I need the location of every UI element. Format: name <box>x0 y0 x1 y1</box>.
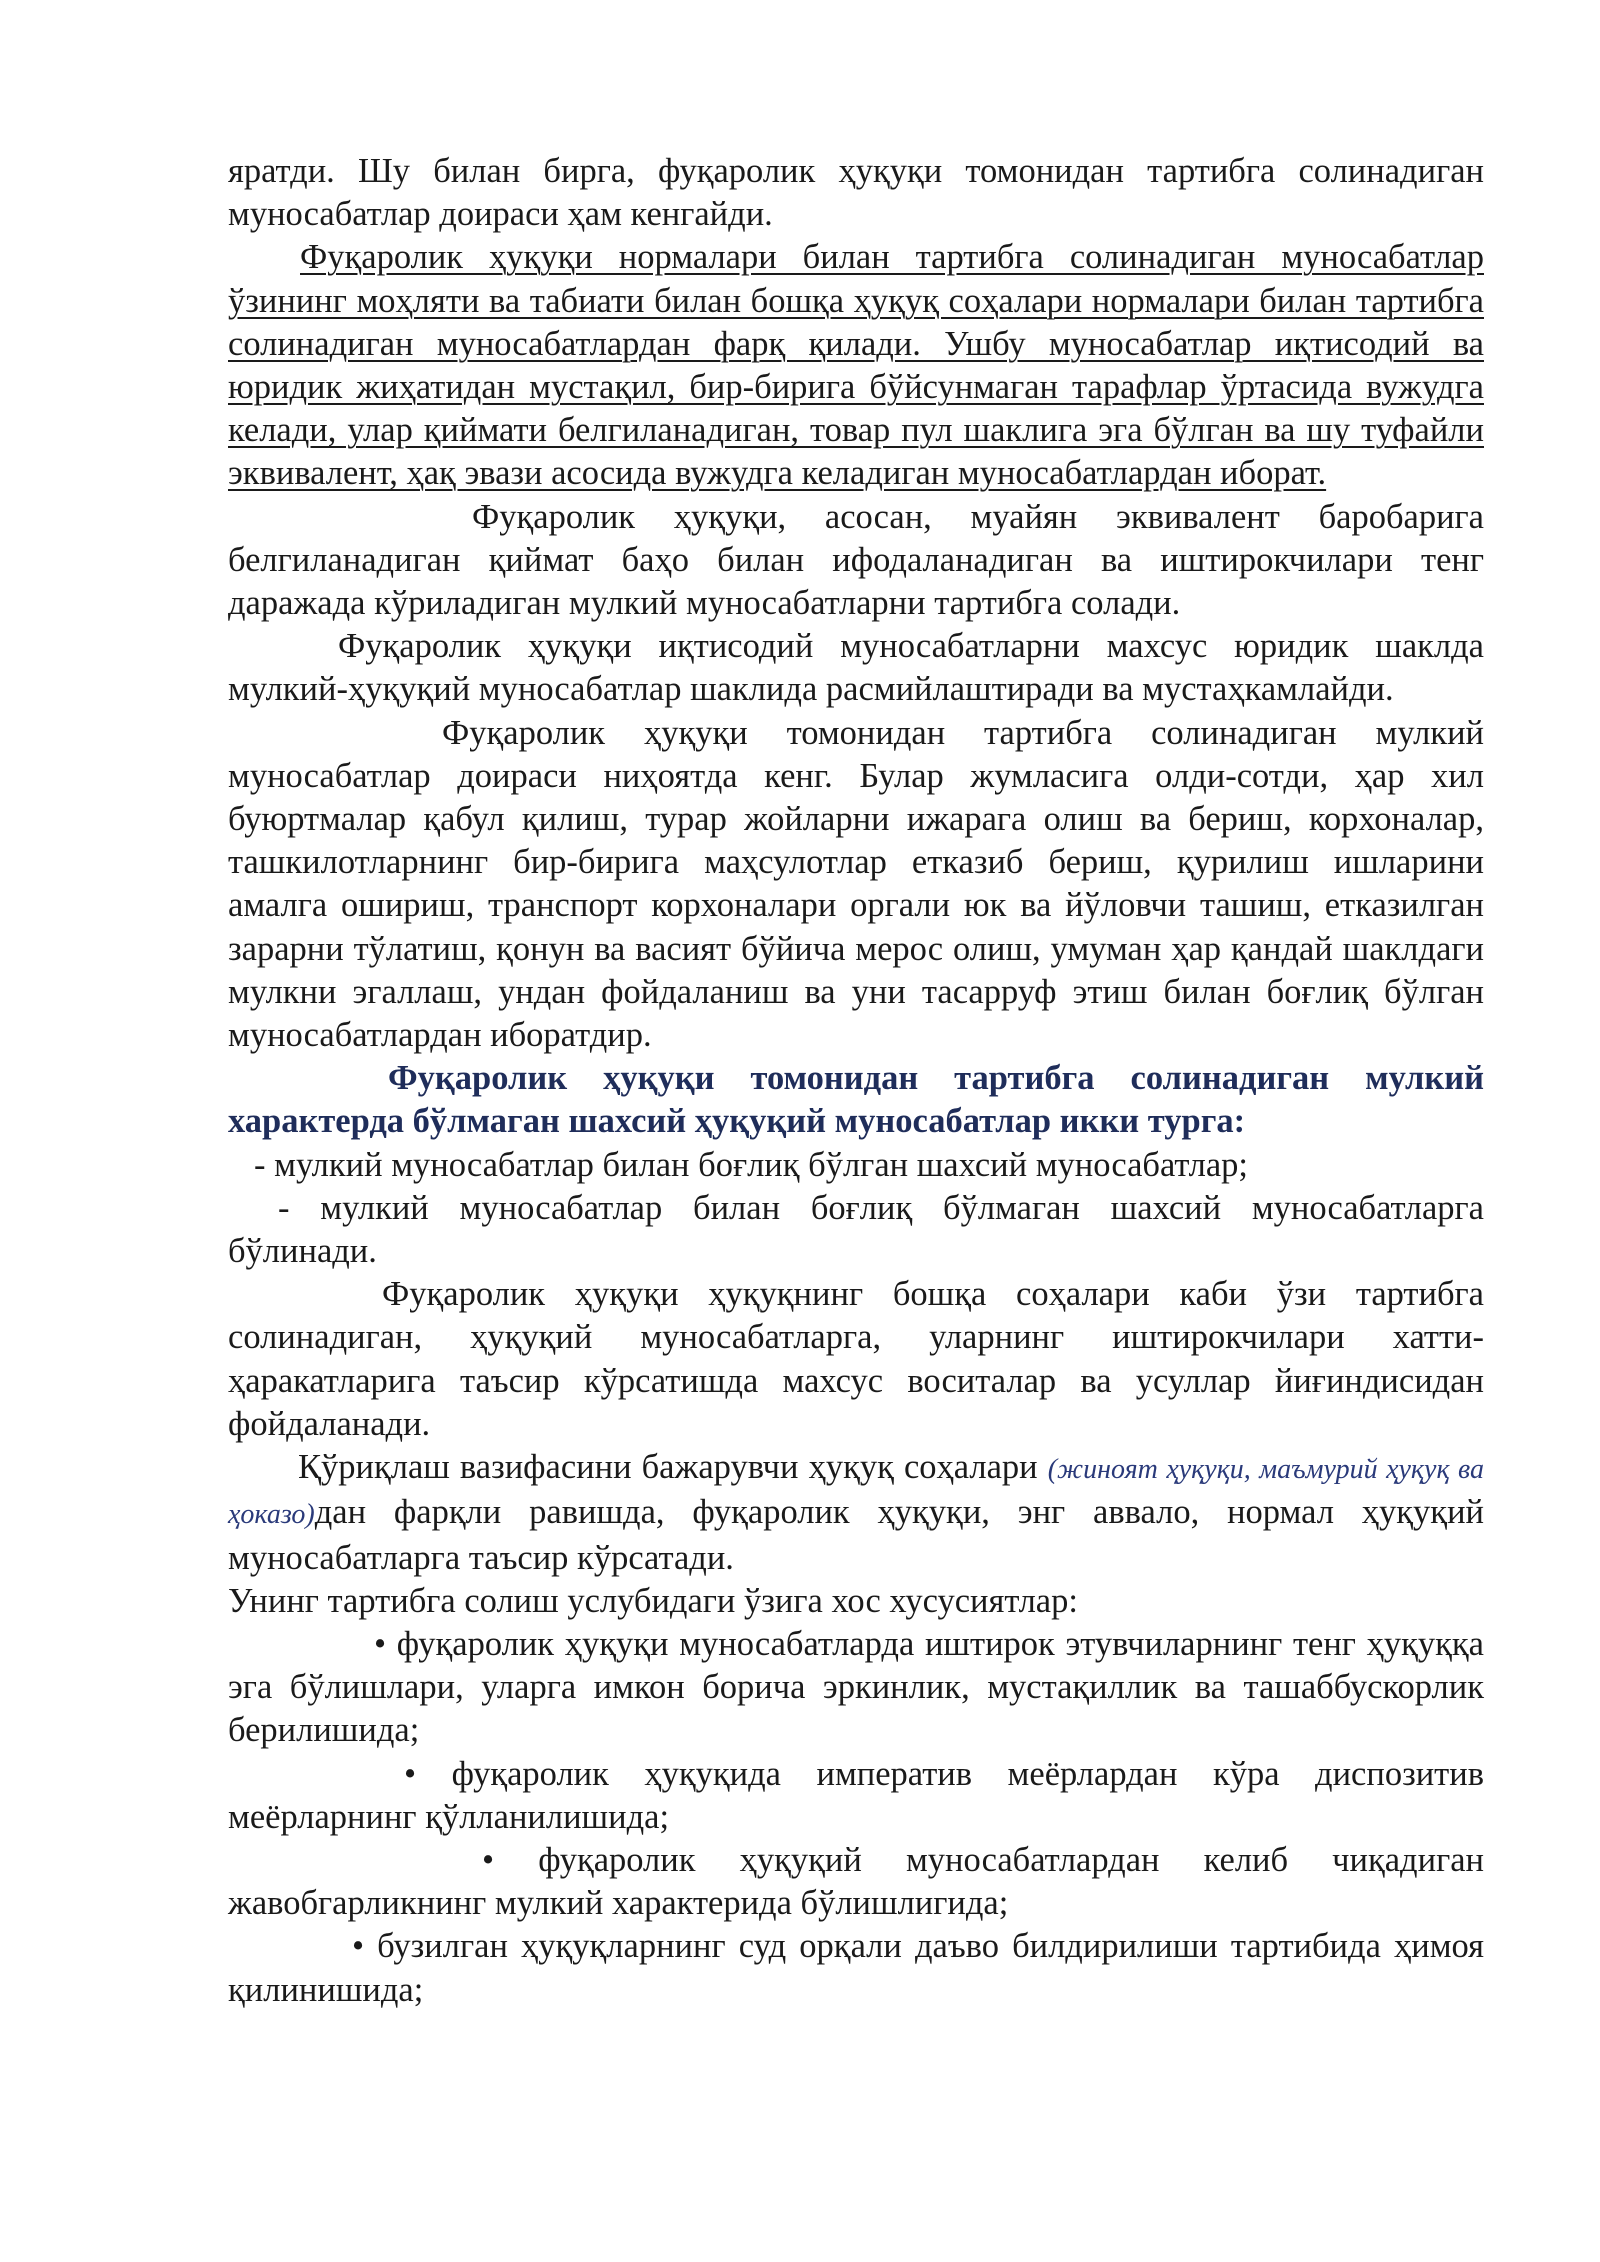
document-page <box>228 150 1484 2012</box>
paragraph-protection-note: (жиноят ҳуқуқи, маъмурий ҳуқуқ ва ҳоказо) <box>228 1454 1484 1531</box>
bullet-item-4: • бузилган ҳуқуқларнинг суд орқали даъво билдирилиши тартибида ҳимоя қилинишида; <box>228 1927 1484 2009</box>
paragraph-methods: Фуқаролик ҳуқуқи ҳуқуқнинг бошқа соҳалари каби ўзи тартибга солинадиган, ҳуқуқий муносабатларга, уларнинг иштирокчилари хатти-ҳаракатларига таъсир кўрсатишда махсус воситалар ва усуллар йиғиндисидан фойдаланади. <box>228 1275 1484 1443</box>
paragraph-intro: яратди. Шу билан бирга, фуқаролик ҳуқуқи томонидан тартибга солинадиган муносабатлар доираси ҳам кенгайди. <box>228 152 1484 234</box>
bullet-item-3: • фуқаролик ҳуқуқий муносабатлардан келиб чиқадиган жавобгарликнинг мулкий характерида бўлишлигида; <box>228 1840 1484 1923</box>
dash-item-1: - мулкий муносабатлар билан боғлиқ бўлган шахсий муносабатлар; <box>254 1145 1248 1184</box>
paragraph-economic: Фуқаролик ҳуқуқи иқтисодий муносабатларни махсус юридик шаклда мулкий-ҳуқуқий муносабатлар шаклида расмийлаштиради ва мустаҳкамлайди. <box>228 627 1484 709</box>
dash-item-2: - мулкий муносабатлар билан боғлиқ бўлмаган шахсий муносабатларга бўлинади. <box>228 1188 1484 1271</box>
paragraph-underlined: Фуқаролик ҳуқуқи нормалари билан тартибга солинадиган муносабатлар ўзининг моҳляти ва табиати билан бошқа ҳуқуқ соҳалари нормалари билан тартибга солинадиган муносабатлардан фарқ қилади. Ушбу муносабатлар иқтисодий ва юридик жиҳатидан мустақил, бир-бирига бўйсунмаган тарафлар ўртасида вужудга келади, улар қиймати белгиланадиган, товар пул шаклига эга бўлган ва шу туфайли эквивалент, ҳақ эвази асосида вужудга келадиган муносабатлардан иборат. <box>228 238 1484 493</box>
paragraph-protection <box>228 1446 1484 1580</box>
bullet-item-1: • фуқаролик ҳуқуқи муносабатларда иштирок этувчиларнинг тенг ҳуқуққа эга бўлишлари, уларга имкон борича эркинлик, мустақиллик ва ташаббускорлик берилишида; <box>228 1624 1484 1750</box>
paragraph-features-intro: Унинг тартибга солиш услубидаги ўзига хос хусусиятлар: <box>228 1581 1078 1620</box>
section-heading: Фуқаролик ҳуқуқи томонидан тартибга солинадиган мулкий характерда бўлмаган шахсий ҳуқуқий муносабатлар икки турга: <box>228 1059 1484 1141</box>
paragraph-protection-end: дан фарқли равишда, фуқаролик ҳуқуқи, энг аввало, нормал ҳуқуқий муносабатларга таъсир кўрсатади. <box>228 1493 1484 1577</box>
paragraph-property-scope: Фуқаролик ҳуқуқи томонидан тартибга солинадиган мулкий муносабатлар доираси ниҳоятда кенг. Булар жумласига олди-сотди, ҳар хил буюртмалар қабул қилиш, турар жойларни ижарага олиш ва бериш, корхоналар, ташкилотларнинг бир-бирига маҳсулотлар етказиб бериш, қурилиш ишларини амалга ошириш, транспорт корхоналари оргали юк ва йўловчи ташиш, етказилган зарарни тўлатиш, қонун ва васият бўйича мерос олиш, умуман ҳар қандай шаклдаги мулкни эгаллаш, ундан фойдаланиш ва уни тасарруф этиш билан боғлиқ бўлган муносабатлардан иборатдир. <box>228 713 1484 1055</box>
paragraph-equivalent: Фуқаролик ҳуқуқи, асосан, муайян эквивалент баробарига белгиланадиган қиймат баҳо билан ифодаланадиган ва иштирокчилари тенг даражада кўриладиган мулкий муносабатларни тартибга солади. <box>228 497 1484 623</box>
paragraph-protection-start: Қўриқлаш вазифасини бажарувчи ҳуқуқ соҳалари <box>298 1448 1048 1487</box>
bullet-item-2: • фуқаролик ҳуқуқида императив меёрлардан кўра диспозитив меёрларнинг қўлланилишида; <box>228 1754 1484 1836</box>
